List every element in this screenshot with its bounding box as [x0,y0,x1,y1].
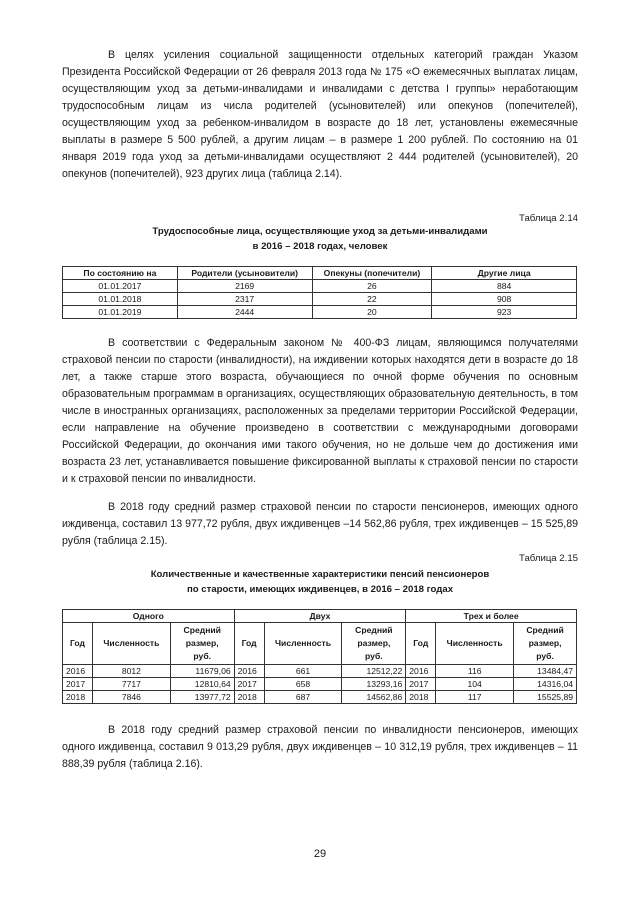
cell: 116 [436,665,514,678]
cell: 2016 [406,665,436,678]
cell: 2016 [63,665,93,678]
cell: 2169 [177,280,312,293]
cell: 14316,04 [514,678,577,691]
header-date: По состоянию на [63,267,178,280]
header-others: Другие лица [432,267,577,280]
table-2-15-title: Количественные и качественные характеристики пенсий пенсионеров по старости, имеющих иждивенцев, в 2016 – 2018 годах [150,569,490,595]
cell: 2017 [234,678,264,691]
cell: 104 [436,678,514,691]
cell: 01.01.2018 [63,293,178,306]
cell: 8012 [92,665,170,678]
table-row [63,665,577,678]
paragraph-disability-pension [62,722,578,773]
cell: 687 [264,691,342,704]
header-year: Год [234,623,264,665]
header-year: Год [63,623,93,665]
table-2-14 [62,266,577,319]
cell: 2017 [406,678,436,691]
paragraph-law-400fz [62,335,578,488]
table-2-14-label: Таблица 2.14 [519,213,578,224]
paragraph-intro-text: В целях усиления социальной защищенности отдельных категорий граждан Указом Президента Российской Федерации от 26 февраля 2013 года № 175 «О ежемесячных выплатах лицам, осуществляющим уход за детьми-инвалидами и инвалидами с детства I группы» неработающим трудоспособным лицам из числа родителей (усыновителей) или опекунов (попечителей), осуществляющим уход за ребенком-инвалидом в возрасте до 18 лет, установлены ежемесячные выплаты в размере 5 500 рублей, а другим лицам – в размере 1 200 рублей. По состоянию на 01 января 2019 года уход за детьми-инвалидами осуществляют 2 444 родителей (усыновителей), 20 опекунов (попечителей), 923 других лица (таблица 2.14). [62,49,578,180]
group-three-or-more: Трех и более [406,610,577,623]
cell: 12810,64 [170,678,234,691]
paragraph-disability-pension-text: В 2018 году средний размер страховой пенсии по инвалидности пенсионеров, имеющих одного иждивенца, составил 9 013,29 рубля, двух иждивенцев – 10 312,19 рубля, трех иждивенцев – 11 888,39 рубля (таблица 2.16). [62,724,578,770]
cell: 884 [432,280,577,293]
cell: 908 [432,293,577,306]
cell: 01.01.2019 [63,306,178,319]
cell: 2017 [63,678,93,691]
cell: 14562,86 [342,691,406,704]
cell: 7717 [92,678,170,691]
table-header-row [63,623,577,665]
page-number: 29 [313,848,327,860]
cell: 13977,72 [170,691,234,704]
cell: 2018 [406,691,436,704]
group-two-dependents: Двух [234,610,406,623]
table-row [63,280,577,293]
cell: 2018 [63,691,93,704]
table-row [63,678,577,691]
header-year: Год [406,623,436,665]
cell: 11679,06 [170,665,234,678]
cell: 2317 [177,293,312,306]
cell: 13484,47 [514,665,577,678]
table-2-15-label: Таблица 2.15 [519,553,578,564]
cell: 923 [432,306,577,319]
table-group-row [63,610,577,623]
paragraph-law-400fz-text: В соответствии с Федеральным законом № 400-ФЗ лицам, являющимся получателями страховой пенсии по старости (инвалидности), на иждивении которых находятся дети в возрасте до 18 лет, а также старше этого возраста, обучающиеся по очной форме обучения по основным образовательным программам в организациях, осуществляющих образовательную деятельность, в том числе в иностранных организациях, расположенных за пределами территории Российской Федерации, если направление на обучение произведено в соответствии с международными договорами Российской Федерации, до окончания ими такого обучения, но не дольше чем до достижения ими возраста 23 лет, устанавливается повышение фиксированной выплаты к страховой пенсии по старости и к страховой пенсии по инвалидности. [62,337,578,485]
cell: 22 [312,293,432,306]
table-2-15 [62,609,577,704]
cell: 661 [264,665,342,678]
table-2-14-title: Трудоспособные лица, осуществляющие уход за детьми-инвалидами в 2016 – 2018 годах, человек [152,226,488,252]
header-count: Численность [264,623,342,665]
cell: 12512,22 [342,665,406,678]
table-row [63,293,577,306]
cell: 117 [436,691,514,704]
header-guardians: Опекуны (попечители) [312,267,432,280]
cell: 26 [312,280,432,293]
cell: 15525,89 [514,691,577,704]
table-row [63,691,577,704]
table-header-row [63,267,577,280]
cell: 2444 [177,306,312,319]
cell: 658 [264,678,342,691]
paragraph-old-age-pension-text: В 2018 году средний размер страховой пенсии по старости пенсионеров, имеющих одного иждивенца, составил 13 977,72 рубля, двух иждивенцев –14 562,86 рубля, трех иждивенцев – 15 525,89 рубля (таблица 2.15). [62,501,578,547]
header-avg: Средний размер, руб. [170,623,234,665]
cell: 2016 [234,665,264,678]
cell: 13293,16 [342,678,406,691]
cell: 7846 [92,691,170,704]
cell: 2018 [234,691,264,704]
header-count: Численность [436,623,514,665]
header-avg: Средний размер, руб. [514,623,577,665]
paragraph-intro [62,47,578,183]
table-row [63,306,577,319]
cell: 20 [312,306,432,319]
paragraph-old-age-pension [62,499,578,550]
cell: 01.01.2017 [63,280,178,293]
header-avg: Средний размер, руб. [342,623,406,665]
header-count: Численность [92,623,170,665]
header-parents: Родители (усыновители) [177,267,312,280]
group-one-dependent: Одного [63,610,235,623]
